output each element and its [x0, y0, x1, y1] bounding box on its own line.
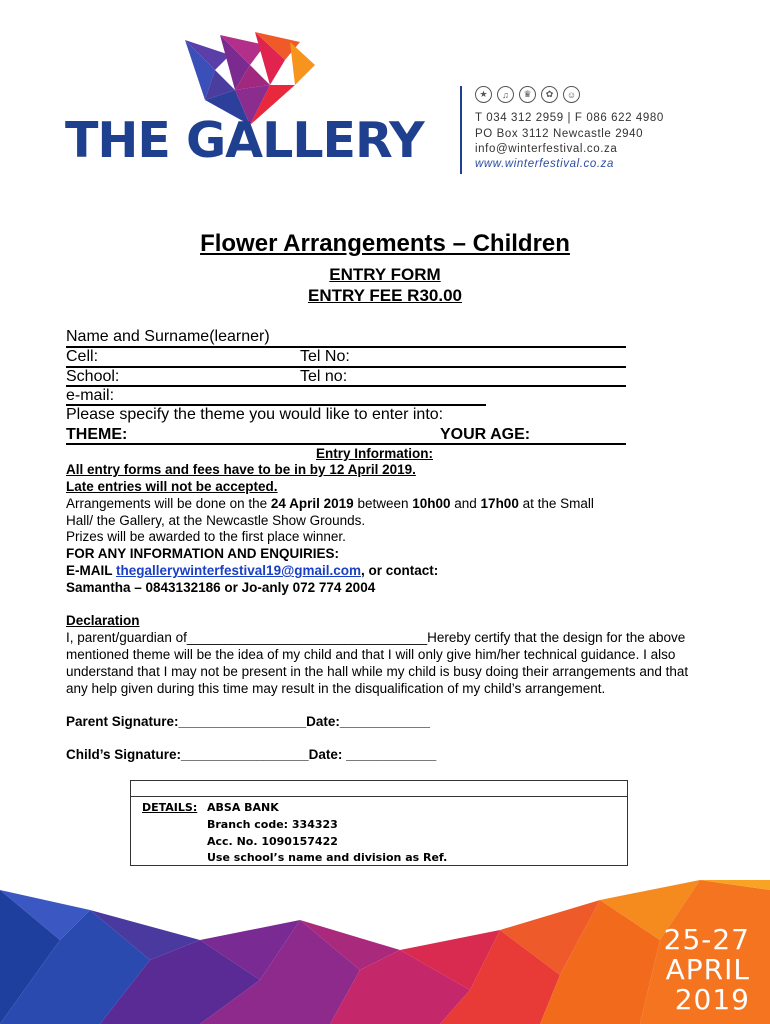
venue-text: Hall/ the Gallery, at the Newcastle Show Grounds. [66, 513, 366, 528]
contact-po-box: PO Box 3112 Newcastle 2940 [475, 128, 644, 140]
footer-date-month: APRIL [665, 953, 750, 986]
theme-label: THEME: [66, 426, 128, 443]
theme-age-field[interactable] [66, 443, 626, 445]
entry-form-heading: ENTRY FORM [329, 265, 441, 284]
contact-email[interactable]: info@winterfestival.co.za [475, 143, 618, 155]
schedule-text-b: between [353, 496, 413, 511]
enquiry-email-link[interactable]: thegallerywinterfestival19@gmail.com [116, 563, 362, 578]
logo-wordmark: THE GALLERY [65, 112, 424, 169]
schedule-text-d: at the Small [518, 496, 594, 511]
cell-label: Cell: [66, 348, 99, 365]
bank-details-label: DETAILS: [142, 801, 198, 814]
email-suffix: , or contact: [361, 563, 439, 578]
trophy-icon: ♛ [519, 86, 536, 103]
flower-icon: ✿ [541, 86, 558, 103]
declaration-heading: Declaration [66, 613, 140, 628]
school-tel-field[interactable] [66, 385, 626, 387]
email-label: e-mail: [66, 387, 115, 404]
late-entries-text: Late entries will not be accepted. [66, 479, 278, 494]
deadline-text: All entry forms and fees have to be in by 12 April 2019. [66, 462, 416, 477]
school-label: School: [66, 368, 120, 385]
schedule-start-time: 10h00 [412, 496, 451, 511]
schedule-end-time: 17h00 [480, 496, 519, 511]
branch-code: Branch code: 334323 [207, 818, 338, 831]
declaration-text: I, parent/guardian of________________________________Hereby certify that the design for the above mentioned theme will be the idea of my child and that I will only give him/her technical guidance. I also understand that I may not be present in the hall while my child is busy doing their arrangements and that any help given during this time may result in the disqualification of my child’s arrangement. [66, 630, 689, 696]
tel-label-2: Tel no: [300, 368, 348, 385]
schedule-date: 24 April 2019 [270, 496, 354, 511]
email-contact-line [66, 563, 438, 578]
child-signature-line[interactable]: Child’s Signature:_________________Date: ____________ [66, 747, 437, 762]
payment-reference: Use school’s name and division as Ref. [207, 851, 448, 864]
category-icons [475, 86, 580, 103]
entry-info-heading: Entry Information: [316, 446, 433, 461]
contact-names: Samantha – 0843132186 or Jo-anly 072 774 2004 [66, 580, 376, 595]
contact-website[interactable]: www.winterfestival.co.za [475, 158, 615, 170]
theme-prompt: Please specify the theme you would like to enter into: [66, 406, 444, 423]
entry-fee-heading: ENTRY FEE R30.00 [307, 286, 462, 305]
footer-banner [0, 880, 770, 1024]
arrangement-schedule [66, 496, 594, 511]
email-prefix: E-MAIL [66, 563, 116, 578]
age-label: YOUR AGE: [440, 426, 531, 443]
music-icon: ♫ [497, 86, 514, 103]
bank-name: ABSA BANK [207, 801, 279, 814]
enquiries-heading: FOR ANY INFORMATION AND ENQUIRIES: [66, 546, 339, 561]
footer-date-year: 2019 [674, 983, 750, 1016]
prizes-text: Prizes will be awarded to the first place winner. [66, 529, 346, 544]
name-label: Name and Surname(learner) [66, 328, 270, 345]
header-divider [460, 86, 462, 174]
contact-phones: T 034 312 2959 | F 086 622 4980 [475, 112, 664, 124]
bank-box-separator [130, 796, 628, 797]
page-title: Flower Arrangements – Children [200, 230, 570, 257]
schedule-text-a: Arrangements will be done on the [66, 496, 271, 511]
star-icon: ★ [475, 86, 492, 103]
parent-signature-line[interactable]: Parent Signature:_________________Date:____________ [66, 714, 431, 729]
people-icon: ☺ [563, 86, 580, 103]
footer-date-days: 25-27 [663, 923, 750, 956]
account-number: Acc. No. 1090157422 [207, 835, 338, 848]
schedule-text-c: and [450, 496, 481, 511]
tel-label: Tel No: [300, 348, 350, 365]
